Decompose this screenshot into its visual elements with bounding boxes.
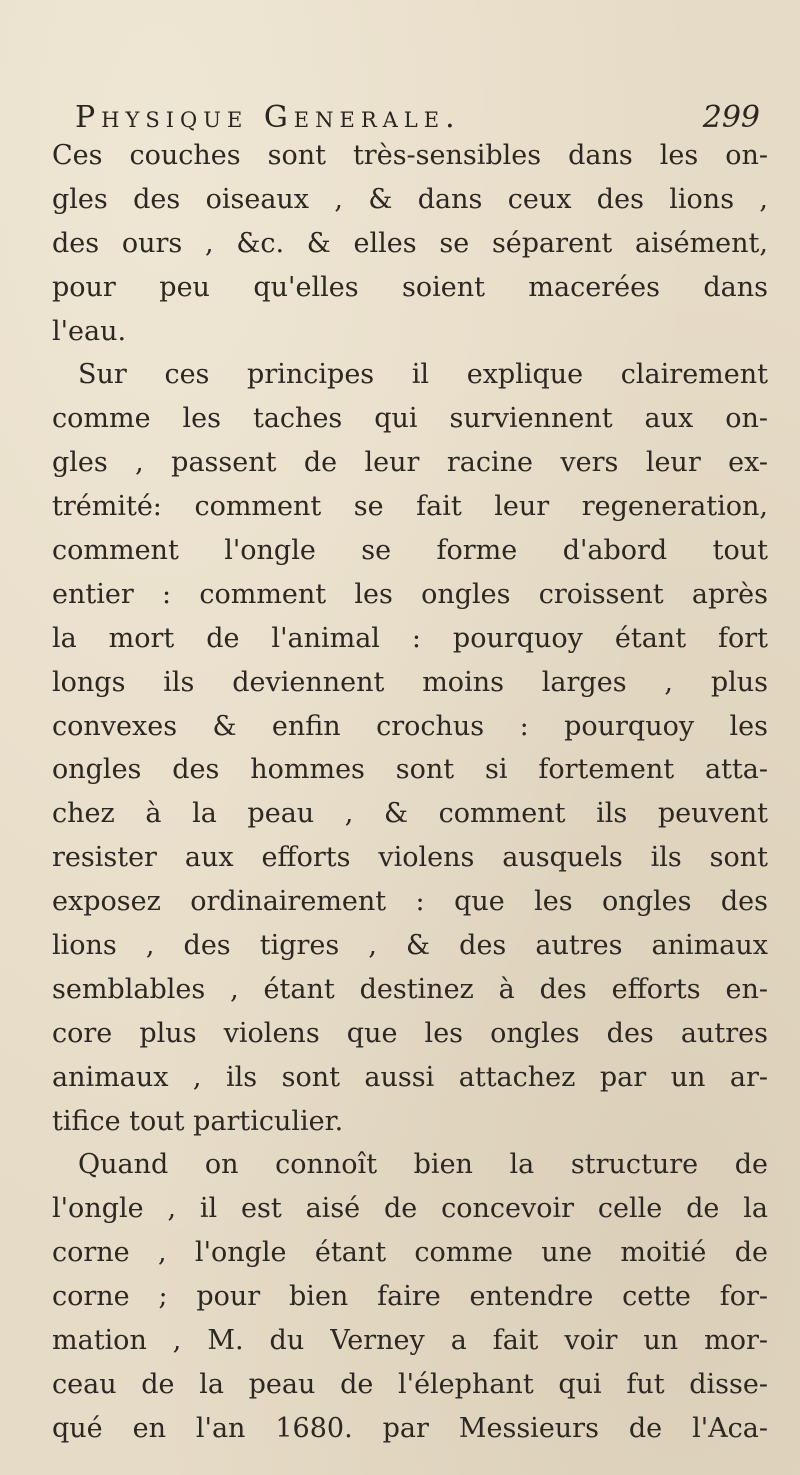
text-line: resister aux efforts violens ausquels ils sont: [52, 842, 768, 874]
text-line: mation , M. du Verney a fait voir un mor-: [52, 1325, 768, 1357]
text-line: qué en l'an 1680. par Messieurs de l'Aca-: [52, 1412, 768, 1444]
text-line: la mort de l'animal : pourquoy étant fort: [52, 622, 768, 654]
text-line: l'ongle , il est aisé de concevoir celle de la: [52, 1193, 768, 1225]
text-line: ceau de la peau de l'élephant qui fut disse-: [52, 1368, 768, 1400]
text-line: comme les taches qui surviennent aux on-: [52, 403, 768, 435]
text-line: gles , passent de leur racine vers leur ex-: [52, 447, 768, 479]
text-line: core plus violens que les ongles des autres: [52, 1017, 768, 1049]
running-title: Physique Generale.: [75, 100, 461, 135]
body-text: [52, 134, 768, 1451]
text-line: longs ils deviennent moins larges , plus: [52, 666, 768, 698]
text-line: Ces couches sont très-sensibles dans les on-: [52, 140, 768, 171]
text-line: comment l'ongle se forme d'abord tout: [52, 535, 768, 567]
text-line: des ours , &c. & elles se séparent aisément,: [52, 227, 768, 259]
text-line: pour peu qu'elles soient macerées dans: [52, 271, 768, 303]
text-line: animaux , ils sont aussi attachez par un ar-: [52, 1061, 768, 1093]
text-line: exposez ordinairement : que les ongles des: [52, 886, 768, 918]
text-line: corne , l'ongle étant comme une moitié de: [52, 1237, 768, 1269]
text-line: convexes & enfin crochus : pourquoy les: [52, 710, 768, 742]
text-line: lions , des tigres , & des autres animaux: [52, 930, 768, 962]
text-line: trémité: comment se fait leur regeneration,: [52, 491, 768, 523]
text-line: semblables , étant destinez à des efforts en-: [52, 973, 768, 1005]
text-line: ongles des hommes sont si fortement atta-: [52, 754, 768, 786]
page-number: 299: [702, 100, 760, 135]
text-line: entier : comment les ongles croissent après: [52, 578, 768, 610]
text-line: chez à la peau , & comment ils peuvent: [52, 798, 768, 830]
text-line: gles des oiseaux , & dans ceux des lions ,: [52, 183, 768, 215]
text-line: tifice tout particulier.: [52, 1105, 344, 1137]
text-line: corne ; pour bien faire entendre cette for-: [52, 1281, 768, 1313]
text-line: Sur ces principes il explique clairement: [78, 359, 768, 391]
text-line: l'eau.: [52, 315, 127, 347]
text-line: Quand on connoît bien la structure de: [78, 1149, 768, 1181]
